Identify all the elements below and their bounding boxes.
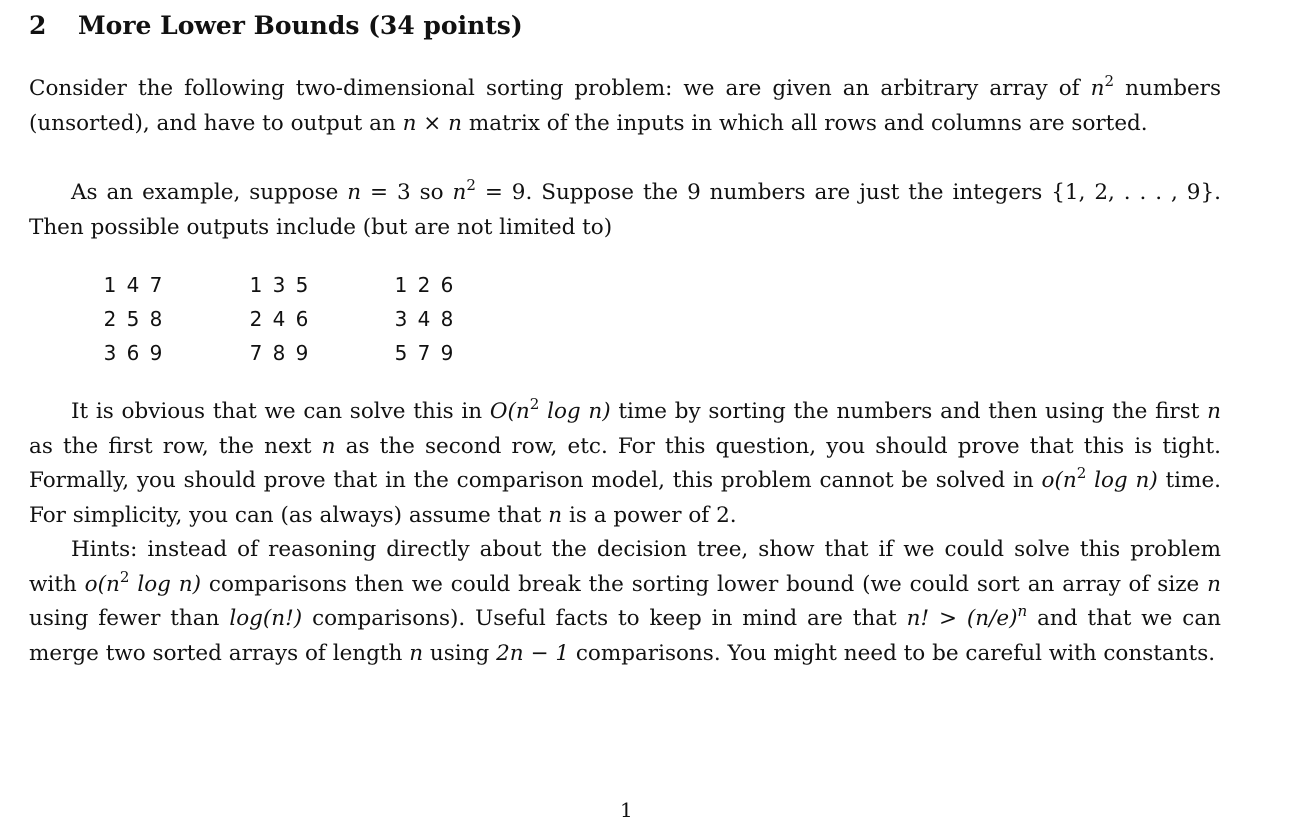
- page-number: 1: [620, 798, 633, 822]
- section-heading: [29, 8, 523, 44]
- paragraph-upper-bound: It is obvious that we can solve this in $O(n^2$ log n) time by sorting the numbers and then using the first n as the first row, the next n as the second row, etc. For this question, you should prove that this is tight. Formally, you should prove that in the comparison model, this problem cannot be solved in $o(n^2$ log n) time. For simplicity, you can (as always) assume that n is a power of 2.: [29, 395, 1222, 528]
- matrix-row: 7 8 9: [249, 341, 309, 365]
- paragraph-hints: Hints: instead of reasoning directly about the decision tree, show that if we could solve this problem with $o(n^2$ log n) comparisons then we could break the sorting lower bound (we could sort an array of size n using fewer than log(n!) comparisons). Useful facts to keep in mind are that n! > $(n/e)^n$ and that we can merge two sorted arrays of length n using 2n − 1 comparisons. You might need to be careful with constants.: [29, 537, 1222, 666]
- matrix-row: 3 6 9: [103, 341, 163, 365]
- matrix-row: 2 4 6: [249, 307, 309, 331]
- matrix-row: 2 5 8: [103, 307, 163, 331]
- matrix-row: 1 2 6: [394, 273, 454, 297]
- matrix-row: 1 4 7: [103, 273, 163, 297]
- example-matrix-1: [103, 268, 163, 370]
- paragraph-problem-statement: Consider the following two-dimensional sorting problem: we are given an arbitrary array of $n^2$ numbers (unsorted), and have to output an n × n matrix of the inputs in which all rows and columns are sorted.: [29, 72, 1221, 136]
- example-matrix-3: [394, 268, 454, 370]
- matrix-row: 5 7 9: [394, 341, 454, 365]
- section-title: More Lower Bounds (34 points): [78, 11, 523, 40]
- section-number: 2: [29, 11, 47, 40]
- matrix-row: 1 3 5: [249, 273, 309, 297]
- paragraph-example: As an example, suppose n = 3 so $n^2 = 9$. Suppose the 9 numbers are just the integers {1, 2, . . . , 9}. Then possible outputs include (but are not limited to): [29, 176, 1222, 240]
- matrix-row: 3 4 8: [394, 307, 454, 331]
- example-matrix-2: [249, 268, 309, 370]
